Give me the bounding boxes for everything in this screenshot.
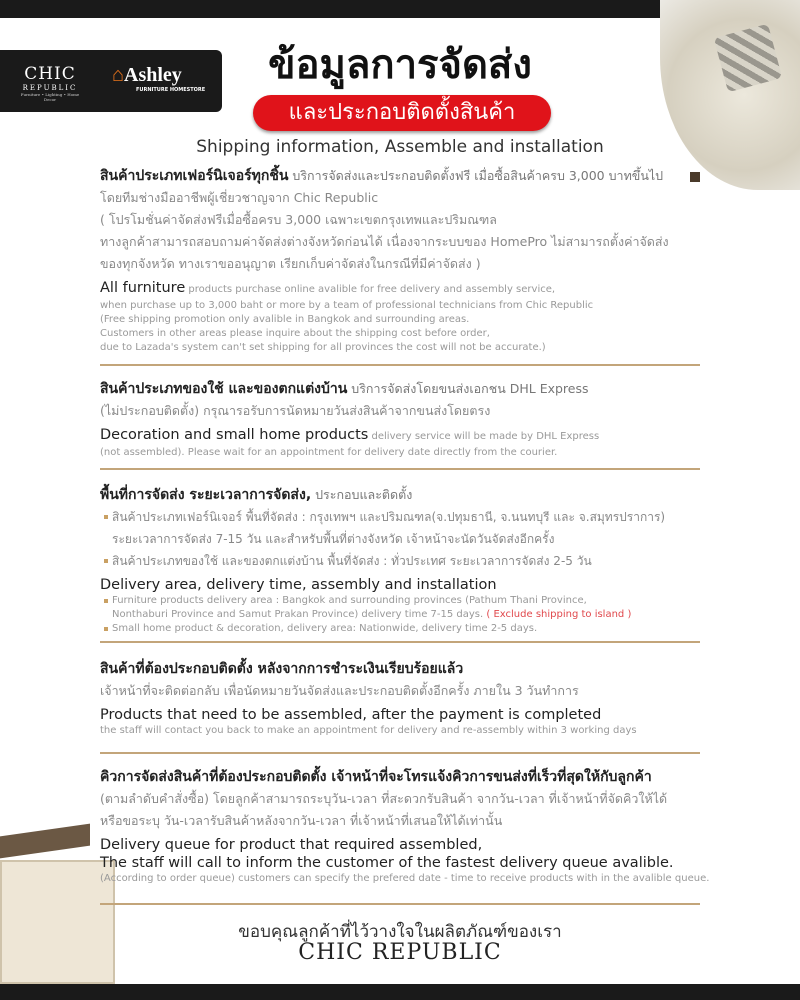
title-pill: และประกอบติดตั้งสินค้า [253, 95, 551, 131]
pillow-image [714, 24, 783, 93]
en-bold: Decoration and small home products [100, 427, 369, 443]
bottom-bar [0, 984, 800, 1000]
th-line: หรือขอระบุ วัน-เวลารับสินค้าหลังจากวัน-เวลา ที่เจ้าหน้าที่เสนอให้ได้เท่านั้น [100, 813, 503, 828]
en-line: (not assembled). Please wait for an appointment for delivery date directly from the courier. [100, 447, 558, 458]
en-text: Nonthaburi Province and Samut Prakan Province) delivery time 7-15 days. [112, 609, 484, 620]
en-heading: Delivery queue for product that required assembled, [100, 837, 483, 853]
th-rest: บริการจัดส่งและประกอบติดตั้งฟรี เมื่อซื้อสินค้าครบ 3,000 บาทขึ้นไป [288, 168, 664, 183]
th-heading: คิวการจัดส่งสินค้าที่ต้องประกอบติดตั้ง เจ้าหน้าที่จะโทรแจ้งคิวการขนส่งที่เร็วที่สุดให้กับลูกค้า [100, 769, 652, 785]
chic-republic-logo [20, 64, 80, 102]
th-line: ของทุกจังหวัด ทางเราขออนุญาต เรียกเก็บค่าจัดส่งในกรณีที่มีค่าจัดส่ง ) [100, 256, 481, 271]
th-rest: ประกอบและติดตั้ง [311, 487, 413, 502]
en-line: the staff will contact you back to make an appointment for delivery and re-assembly within 3 working days [100, 725, 637, 736]
th-heading [100, 484, 740, 506]
logo-ashley: Ashley [124, 64, 182, 86]
divider [100, 468, 700, 470]
en-line: (According to order queue) customers can specify the prefered date - time to receive products with in the avalible queue. [100, 873, 710, 884]
logo-chic: CHIC [24, 64, 76, 84]
section-delivery-area [100, 484, 740, 636]
section-queue [100, 766, 740, 886]
divider [100, 903, 700, 905]
th-heading [100, 165, 740, 187]
th-bold: พื้นที่การจัดส่ง ระยะเวลาการจัดส่ง, [100, 487, 312, 503]
thank-you-text: ขอบคุณลูกค้าที่ไว้วางใจในผลิตภัณฑ์ของเรา [238, 922, 562, 942]
th-heading: สินค้าที่ต้องประกอบติดตั้ง หลังจากการชำระเงินเรียบร้อยแล้ว [100, 661, 464, 677]
th-line: (ไม่ประกอบติดตั้ง) กรุณารอรับการนัดหมายวันส่งสินค้าจากขนส่งโดยตรง [100, 403, 491, 418]
th-line: (ตามลำดับคำสั่งซื้อ) โดยลูกค้าสามารถระบุวัน-เวลา ที่สะดวกรับสินค้า จากวัน-เวลา ที่เจ้าหน้าที่จัดคิวให้ได้ [100, 791, 668, 806]
th-line: โดยทีมช่างมืออาชีพผู้เชี่ยวชาญจาก Chic Republic [100, 190, 379, 205]
logo-chic-tag: Furniture • Lighting • Home Decor [20, 92, 80, 102]
th-bullet-cont: ระยะเวลาการจัดส่ง 7-15 วัน และสำหรับพื้นที่ต่างจังหวัด เจ้าหน้าจะนัดวันจัดส่งอีกครั้ง [112, 532, 555, 546]
en-rest: delivery service will be made by DHL Express [368, 431, 600, 442]
house-icon: ⌂ [112, 64, 125, 86]
en-bullet: Furniture products delivery area : Bangkok and surrounding provinces (Pathum Thani Province, [100, 594, 740, 608]
table-body [0, 860, 115, 984]
th-bold: สินค้าประเภทเฟอร์นิเจอร์ทุกชิ้น [100, 168, 289, 184]
en-line: Customers in other areas please inquire about the shipping cost before order, [100, 328, 490, 339]
top-bar [0, 0, 660, 18]
th-line: ( โปรโมชั่นค่าจัดส่งฟรีเมื่อซื้อครบ 3,000 เฉพาะเขตกรุงเทพและปริมณฑล [100, 212, 497, 227]
th-line: ทางลูกค้าสามารถสอบถามค่าจัดส่งต่างจังหวัดก่อนได้ เนื่องจากระบบของ HomePro ไม่สามารถตั้งค่าจัดส่ง [100, 234, 669, 249]
en-line: when purchase up to 3,000 baht or more by a team of professional technicians from Chic Republic [100, 300, 594, 311]
sofa-image [660, 0, 800, 190]
en-rest: products purchase online avalible for free delivery and assembly service, [185, 284, 556, 295]
section-decoration [100, 378, 740, 460]
th-bullet: สินค้าประเภทเฟอร์นิเจอร์ พื้นที่จัดส่ง : กรุงเทพฯ และปริมณฑล(จ.ปทุมธานี, จ.นนทบุรี และ จ.สมุทรปราการ) [100, 506, 740, 528]
exclude-island-note: ( Exclude shipping to island ) [483, 609, 632, 620]
divider [100, 641, 700, 643]
table-top [0, 824, 90, 859]
en-bold: All furniture [100, 280, 186, 296]
divider [100, 364, 700, 366]
brand-logos [0, 50, 222, 112]
th-bullet: สินค้าประเภทของใช้ และของตกแต่งบ้าน พื้นที่จัดส่ง : ทั่วประเทศ ระยะเวลาการจัดส่ง 2-5 วัน [100, 550, 740, 572]
th-bold: สินค้าประเภทของใช้ และของตกแต่งบ้าน [100, 381, 348, 397]
en-heading: Products that need to be assembled, after the payment is completed [100, 707, 602, 723]
page-subtitle: Shipping information, Assemble and installation [196, 137, 604, 157]
en-heading [100, 279, 740, 299]
section-assembly [100, 658, 740, 738]
th-heading [100, 378, 740, 400]
en-heading [100, 426, 740, 446]
th-rest: บริการจัดส่งโดยขนส่งเอกชน DHL Express [347, 381, 589, 396]
section-furniture [100, 165, 740, 355]
en-bullet: Small home product & decoration, delivery area: Nationwide, delivery time 2-5 days. [100, 622, 740, 636]
footer-brand: CHIC REPUBLIC [298, 940, 502, 965]
page-title: ข้อมูลการจัดส่ง [268, 42, 532, 88]
th-line: เจ้าหน้าที่จะติดต่อกลับ เพื่อนัดหมายวันจัดส่งและประกอบติดตั้งอีกครั้ง ภายใน 3 วันทำการ [100, 683, 579, 698]
ashley-logo [112, 64, 205, 93]
logo-republic: REPUBLIC [22, 84, 78, 92]
en-line: due to Lazada's system can't set shipping for all provinces the cost will not be accurate.) [100, 342, 546, 353]
en-bullet-cont [100, 608, 740, 622]
en-heading: The staff will call to inform the customer of the fastest delivery queue avalible. [100, 855, 674, 871]
en-line: (Free shipping promotion only avalible in Bangkok and surrounding areas. [100, 314, 470, 325]
logo-ashley-tag: FURNITURE HOMESTORE [136, 87, 206, 93]
divider [100, 752, 700, 754]
en-heading: Delivery area, delivery time, assembly and installation [100, 577, 497, 593]
